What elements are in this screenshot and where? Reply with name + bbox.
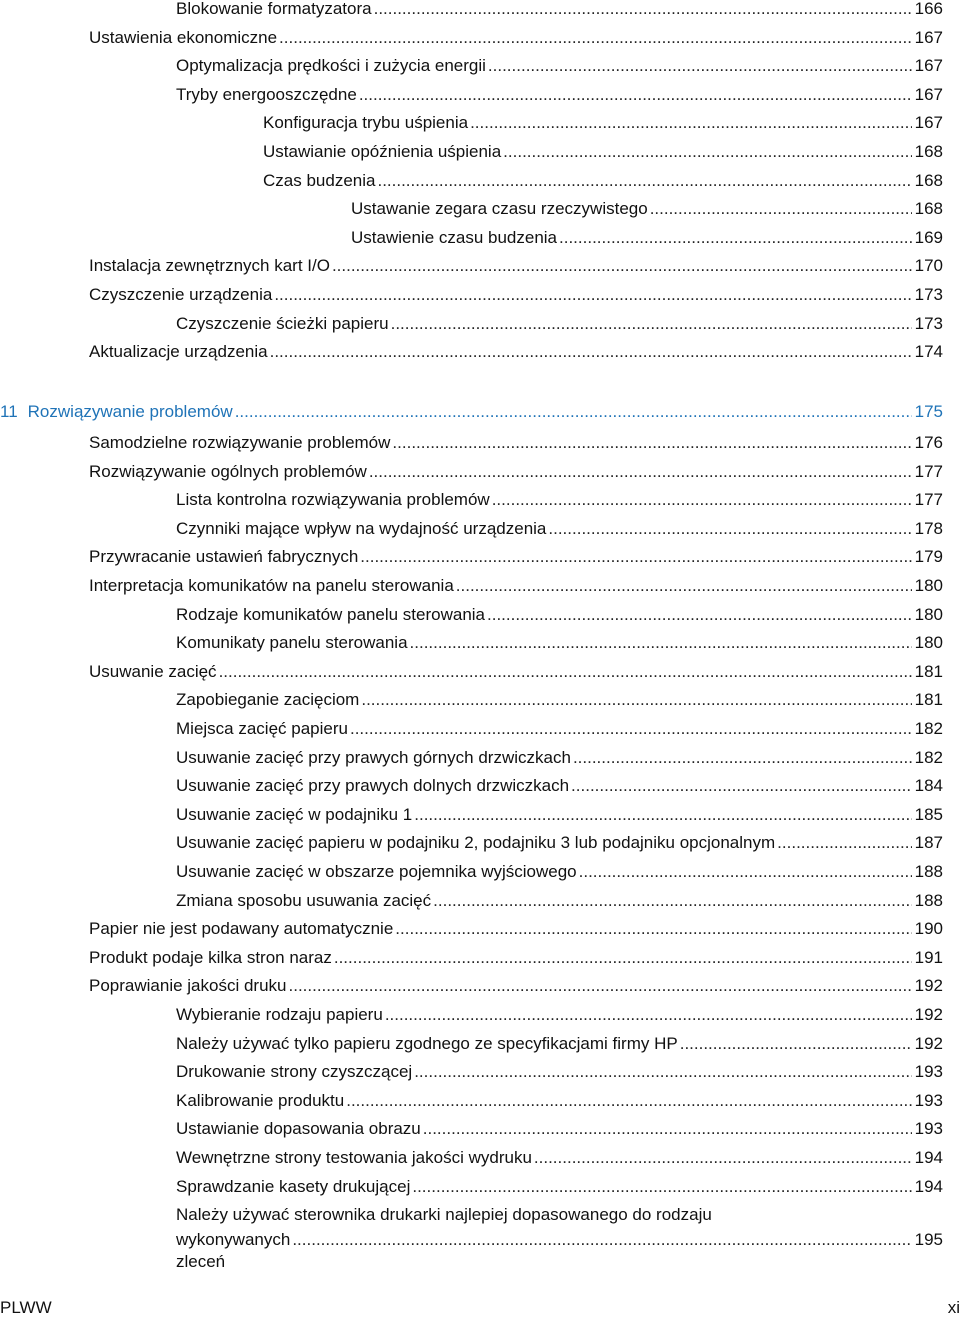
toc-entry[interactable] bbox=[89, 947, 943, 969]
toc-entry[interactable] bbox=[263, 141, 943, 163]
toc-entry-page: 193 bbox=[914, 1062, 943, 1082]
toc-entry[interactable] bbox=[176, 313, 943, 335]
dot-leader bbox=[492, 489, 912, 511]
dot-leader bbox=[361, 689, 911, 711]
toc-entry[interactable] bbox=[176, 632, 943, 654]
toc-entry-title: Usuwanie zacięć w podajniku 1 bbox=[176, 804, 413, 824]
toc-entry[interactable] bbox=[176, 1118, 943, 1140]
toc-entry[interactable] bbox=[176, 0, 943, 20]
toc-entry-title: Produkt podaje kilka stron naraz bbox=[89, 947, 332, 967]
toc-entry[interactable] bbox=[176, 518, 943, 540]
dot-leader bbox=[650, 198, 912, 220]
toc-entry[interactable] bbox=[176, 1147, 943, 1169]
toc-entry[interactable] bbox=[89, 284, 943, 306]
toc-entry-page: 193 bbox=[914, 1119, 943, 1139]
toc-entry-title: Czynniki mające wpływ na wydajność urządzenia bbox=[176, 518, 547, 538]
dot-leader bbox=[395, 918, 911, 940]
toc-entry[interactable] bbox=[176, 1004, 943, 1026]
toc-entry-title: Wewnętrzne strony testowania jakości wydruku bbox=[176, 1148, 532, 1167]
dot-leader bbox=[571, 775, 912, 797]
toc-entry[interactable] bbox=[176, 1176, 943, 1198]
toc-entry[interactable] bbox=[89, 546, 943, 568]
toc-entry[interactable] bbox=[176, 747, 943, 769]
dot-leader bbox=[410, 632, 912, 654]
toc-entry-page: 178 bbox=[914, 518, 943, 538]
toc-entry[interactable] bbox=[176, 861, 943, 883]
toc-entry[interactable] bbox=[89, 461, 943, 483]
dot-leader bbox=[548, 518, 911, 540]
toc-entry-title-line1: Należy używać sterownika drukarki najlepiej dopasowanego do rodzaju bbox=[176, 1205, 712, 1225]
toc-entry[interactable] bbox=[89, 918, 943, 940]
toc-entry-page: 190 bbox=[914, 919, 943, 939]
toc-entry-title: Optymalizacja prędkości i zużycia energii bbox=[176, 56, 486, 76]
dot-leader bbox=[391, 313, 912, 335]
toc-entry-title: Czyszczenie urządzenia bbox=[89, 285, 273, 304]
dot-leader bbox=[219, 661, 912, 683]
dot-leader bbox=[414, 804, 911, 826]
toc-entry-title: Usuwanie zacięć bbox=[89, 661, 217, 681]
toc-entry[interactable] bbox=[176, 604, 943, 626]
toc-entry-title: Interpretacja komunikatów na panelu sterowania bbox=[89, 576, 454, 595]
dot-leader bbox=[289, 975, 912, 997]
toc-entry-page: 192 bbox=[914, 1005, 943, 1024]
dot-leader bbox=[334, 947, 912, 969]
toc-entry-page: 180 bbox=[914, 633, 943, 653]
toc-entry[interactable] bbox=[89, 255, 943, 277]
toc-entry-page: 166 bbox=[914, 0, 943, 18]
toc-entry-title: Ustawienia ekonomiczne bbox=[89, 27, 278, 47]
dot-leader bbox=[680, 1033, 912, 1055]
toc-entry-title-line2: wykonywanych zleceń bbox=[176, 1230, 291, 1272]
toc-entry-page: 168 bbox=[914, 170, 943, 190]
toc-entry-title: Wybieranie rodzaju papieru bbox=[176, 1005, 383, 1024]
dot-leader bbox=[385, 1004, 912, 1026]
toc-entry-page: 182 bbox=[914, 747, 943, 767]
toc-entry-page: 194 bbox=[914, 1176, 943, 1196]
toc-entry[interactable] bbox=[176, 55, 943, 77]
toc-entry-title: Papier nie jest podawany automatycznie bbox=[89, 919, 394, 939]
toc-entry[interactable] bbox=[176, 832, 943, 854]
toc-entry-title: Ustawianie opóźnienia uśpienia bbox=[263, 142, 502, 161]
dot-leader bbox=[332, 255, 912, 277]
toc-entry[interactable] bbox=[176, 689, 943, 711]
toc-entry[interactable] bbox=[176, 84, 943, 106]
toc-entry[interactable] bbox=[176, 775, 943, 797]
dot-leader bbox=[488, 55, 912, 77]
toc-entry-page: 179 bbox=[914, 547, 943, 567]
toc-entry[interactable] bbox=[176, 804, 943, 826]
toc-entry-title: Czas budzenia bbox=[263, 170, 376, 190]
dot-leader bbox=[470, 112, 912, 134]
toc-entry-title: Samodzielne rozwiązywanie problemów bbox=[89, 433, 391, 452]
toc-entry-page: 167 bbox=[914, 113, 943, 133]
dot-leader bbox=[487, 604, 912, 626]
dot-leader bbox=[423, 1118, 912, 1140]
toc-entry-title: Lista kontrolna rozwiązywania problemów bbox=[176, 490, 490, 510]
toc-entry-page: 176 bbox=[914, 433, 943, 452]
toc-entry-page: 174 bbox=[914, 342, 943, 362]
toc-entry-title: Rodzaje komunikatów panelu sterowania bbox=[176, 604, 486, 624]
dot-leader bbox=[292, 1229, 911, 1251]
toc-entry[interactable] bbox=[89, 27, 943, 49]
dot-leader bbox=[270, 341, 912, 363]
toc-entry-page: 181 bbox=[914, 690, 943, 710]
toc-entry-title: Rozwiązywanie ogólnych problemów bbox=[89, 461, 367, 481]
toc-entry[interactable] bbox=[176, 1033, 943, 1055]
dot-leader bbox=[414, 1061, 911, 1083]
toc-entry-title: Zmiana sposobu usuwania zacięć bbox=[176, 890, 432, 910]
toc-entry-title: Konfiguracja trybu uśpienia bbox=[263, 113, 469, 133]
toc-entry-title: Ustawanie zegara czasu rzeczywistego bbox=[351, 199, 648, 219]
toc-entry-title: Kalibrowanie produktu bbox=[176, 1090, 345, 1110]
dot-leader bbox=[573, 747, 912, 769]
toc-entry-page: 173 bbox=[914, 285, 943, 304]
toc-entry[interactable] bbox=[176, 489, 943, 511]
toc-entry[interactable] bbox=[176, 1061, 943, 1083]
toc-entry[interactable] bbox=[351, 227, 943, 249]
dot-leader bbox=[456, 575, 912, 597]
toc-entry-title: Instalacja zewnętrznych kart I/O bbox=[89, 256, 330, 276]
dot-leader bbox=[503, 141, 911, 163]
toc-entry-title: Miejsca zacięć papieru bbox=[176, 719, 348, 738]
dot-leader bbox=[374, 0, 912, 20]
toc-entry-title: Ustawienie czasu budzenia bbox=[351, 227, 558, 247]
toc-entry-page: 194 bbox=[914, 1148, 943, 1167]
toc-entry-page: 188 bbox=[914, 862, 943, 881]
toc-entry-title: Blokowanie formatyzatora bbox=[176, 0, 372, 18]
toc-entry-title: Czyszczenie ścieżki papieru bbox=[176, 313, 389, 333]
dot-leader bbox=[279, 27, 912, 49]
chapter-title: Rozwiązywanie problemów bbox=[27, 402, 233, 421]
toc-entry[interactable] bbox=[89, 975, 943, 997]
toc-entry-title: Zapobieganie zacięciom bbox=[176, 690, 360, 710]
toc-entry[interactable] bbox=[351, 198, 943, 220]
toc-entry-page: 180 bbox=[914, 604, 943, 624]
toc-entry-title: Sprawdzanie kasety drukującej bbox=[176, 1176, 411, 1196]
toc-entry-page: 167 bbox=[914, 84, 943, 104]
dot-leader bbox=[235, 401, 912, 423]
dot-leader bbox=[369, 461, 912, 483]
dot-leader bbox=[359, 84, 912, 106]
toc-entry-title: Drukowanie strony czyszczącej bbox=[176, 1062, 413, 1082]
toc-entry-page: 167 bbox=[914, 27, 943, 47]
toc-entry-page: 184 bbox=[914, 776, 943, 796]
toc-entry-page: 182 bbox=[914, 719, 943, 738]
dot-leader bbox=[433, 890, 911, 912]
toc-entry[interactable] bbox=[176, 1204, 943, 1273]
toc-entry-page: 193 bbox=[914, 1090, 943, 1110]
chapter-number: 11 bbox=[0, 402, 18, 421]
toc-entry[interactable] bbox=[176, 1090, 943, 1112]
dot-leader bbox=[534, 1147, 912, 1169]
toc-entry-page: 181 bbox=[914, 661, 943, 681]
toc-entry-title: Usuwanie zacięć przy prawych dolnych drzwiczkach bbox=[176, 776, 570, 796]
dot-leader bbox=[412, 1176, 911, 1198]
toc-entry-title: Usuwanie zacięć przy prawych górnych drzwiczkach bbox=[176, 747, 571, 767]
toc-entry-title: Usuwanie zacięć w obszarze pojemnika wyjściowego bbox=[176, 862, 577, 881]
toc-entry-title: Ustawianie dopasowania obrazu bbox=[176, 1119, 421, 1139]
dot-leader bbox=[350, 718, 912, 740]
toc-entry-title: Komunikaty panelu sterowania bbox=[176, 633, 408, 653]
toc-entry-page: 185 bbox=[914, 804, 943, 824]
toc-entry-page: 177 bbox=[914, 461, 943, 481]
toc-entry[interactable] bbox=[176, 718, 943, 740]
toc-entry-page: 191 bbox=[914, 947, 943, 967]
footer-page-number: xi bbox=[947, 1298, 960, 1317]
toc-entry-page: 177 bbox=[914, 490, 943, 510]
dot-leader bbox=[777, 832, 911, 854]
chapter-page: 175 bbox=[914, 402, 943, 421]
toc-entry-page: 168 bbox=[914, 142, 943, 161]
toc-entry-page: 180 bbox=[914, 576, 943, 595]
toc-entry-page: 173 bbox=[914, 313, 943, 333]
toc-entry[interactable] bbox=[263, 112, 943, 134]
toc-entry-title: Należy używać tylko papieru zgodnego ze specyfikacjami firmy HP bbox=[176, 1033, 678, 1053]
toc-entry[interactable] bbox=[89, 432, 943, 454]
toc-entry-page: 170 bbox=[914, 256, 943, 276]
dot-leader bbox=[559, 227, 912, 249]
toc-entry-page: 188 bbox=[914, 890, 943, 910]
toc-entry-title: Aktualizacje urządzenia bbox=[89, 342, 268, 362]
toc-entry[interactable] bbox=[89, 575, 943, 597]
dot-leader bbox=[377, 170, 911, 192]
dot-leader bbox=[360, 546, 911, 568]
chapter-heading[interactable] bbox=[0, 401, 943, 423]
toc-entry[interactable] bbox=[176, 890, 943, 912]
dot-leader bbox=[579, 861, 912, 883]
footer-left-label: PLWW bbox=[0, 1298, 52, 1317]
toc-entry-page: 192 bbox=[914, 976, 943, 996]
toc-entry[interactable] bbox=[89, 341, 943, 363]
toc-entry[interactable] bbox=[89, 661, 943, 683]
toc-entry-title: Usuwanie zacięć papieru w podajniku 2, podajniku 3 lub podajniku opcjonalnym bbox=[176, 833, 776, 853]
toc-entry-page: 192 bbox=[914, 1033, 943, 1053]
dot-leader bbox=[392, 432, 911, 454]
toc-entry-page: 169 bbox=[914, 227, 943, 247]
dot-leader bbox=[346, 1090, 911, 1112]
toc-entry-title: Poprawianie jakości druku bbox=[89, 976, 287, 996]
toc-entry-title: Tryby energooszczędne bbox=[176, 84, 357, 104]
toc-entry[interactable] bbox=[263, 170, 943, 192]
toc-entry-page: 187 bbox=[914, 833, 943, 853]
toc-entry-title: Przywracanie ustawień fabrycznych bbox=[89, 547, 359, 567]
toc-entry-page: 167 bbox=[914, 56, 943, 76]
toc-entry-page: 168 bbox=[914, 199, 943, 219]
dot-leader bbox=[274, 284, 911, 306]
toc-entry-page: 195 bbox=[914, 1230, 943, 1250]
